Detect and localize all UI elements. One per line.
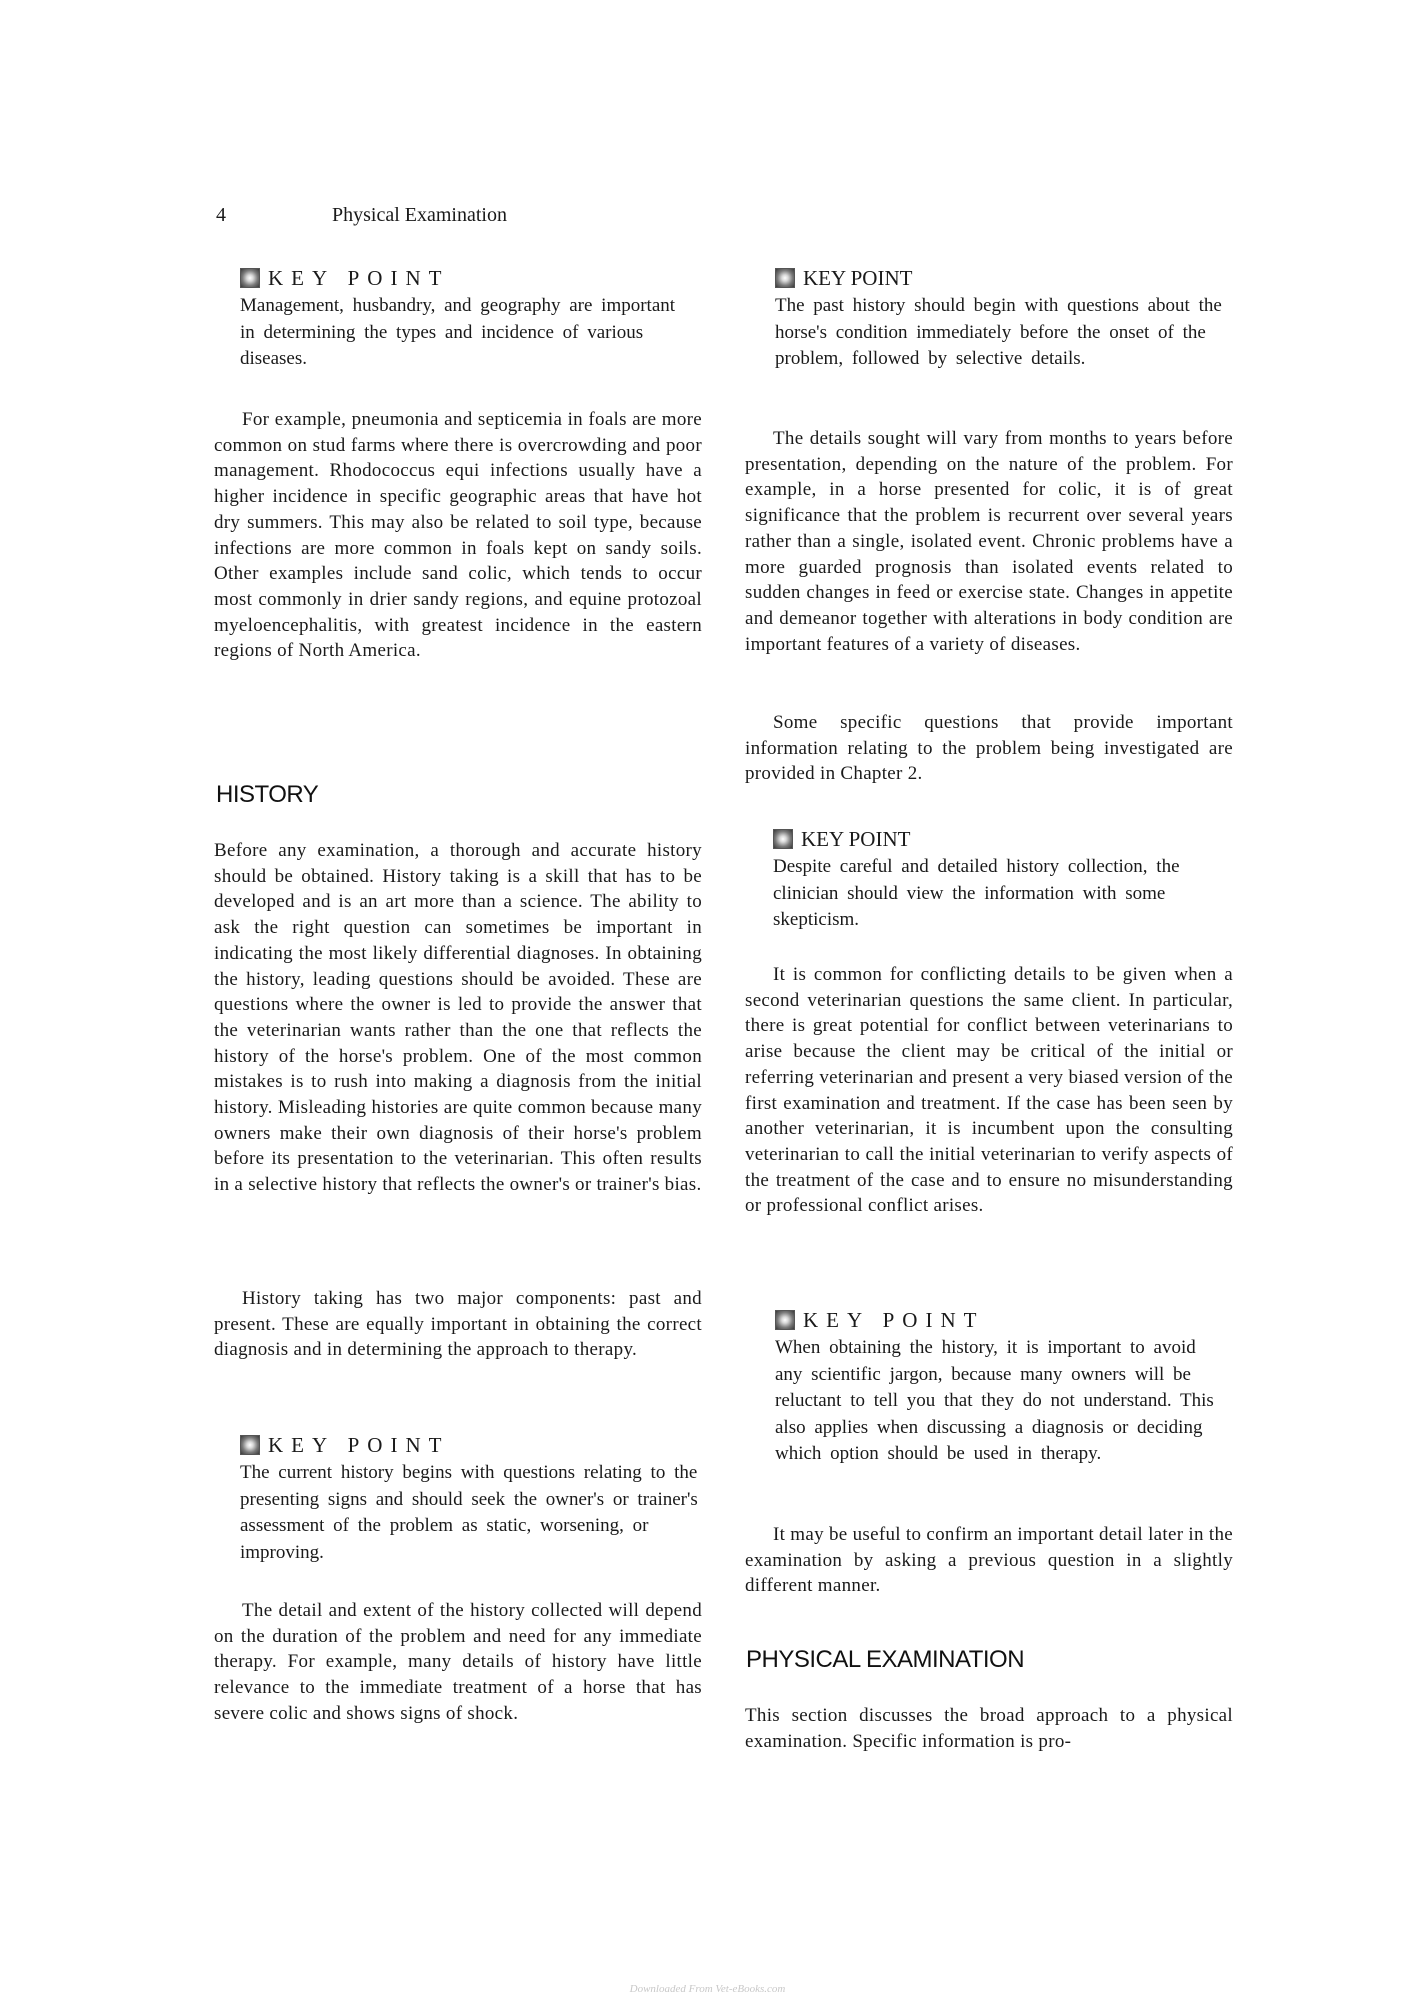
page-number: 4 (216, 204, 226, 226)
paragraph: Before any examination, a thorough and accurate history should be obtained. History taking is a skill that has to be developed and is an art more than a science. The ability to ask the right question can sometimes be important in indicating the most likely differential diagnoses. In obtaining the history, leading questions should be avoided. These are questions where the owner is led to provide the answer that the veterinarian wants rather than the one that reflects the history of the horse's problem. One of the most common mistakes is to rush into making a diagnosis from the initial history. Misleading histories are quite common because many owners make their own diagnosis of their horse's problem before its presentation to the veterinarian. This often results in a selective history that reflects the owner's or trainer's bias. (214, 840, 702, 1196)
paragraph: Some specific questions that provide important information relating to the problem being investigated are provided in Chapter 2. (745, 712, 1233, 785)
paragraph: This section discusses the broad approach to a physical examination. Specific information is pro- (745, 1705, 1233, 1752)
key-point-label: KEY POINT (803, 265, 913, 290)
key-point-text: Management, husbandry, and geography are important in determining the types and incidence of various diseases. (240, 295, 676, 369)
section-heading-history: HISTORY (216, 781, 319, 808)
key-point-text: Despite careful and detailed history collection, the clinician should view the information with some skepticism. (773, 856, 1180, 930)
paragraph: For example, pneumonia and septicemia in foals are more common on stud farms where there is overcrowding and poor management. Rhodococcus equi infections usually have a higher incidence in specific geographic areas that have hot dry summers. This may also be related to soil type, because infections are more common in foals kept on sandy soils. Other examples include sand colic, which tends to occur most commonly in drier sandy regions, and equine protozoal myeloencephalitis, with greatest incidence in the eastern regions of North America. (214, 409, 702, 662)
key-point-icon (240, 268, 260, 288)
key-point-box (773, 826, 1233, 934)
paragraph: The details sought will vary from months to years before presentation, depending on the nature of the problem. For example, in a horse presented for colic, it is of great significance that the problem is recurrent over several years rather than a single, isolated event. Chronic problems have a more guarded prognosis than isolated events related to sudden changes in feed or exercise state. Changes in appetite and demeanor together with alterations in body condition are important features of a variety of diseases. (745, 428, 1233, 655)
footer-watermark: Downloaded From Vet-eBooks.com (629, 1983, 786, 1995)
key-point-icon (775, 1310, 795, 1330)
key-point-box (240, 1432, 705, 1566)
key-point-text: The past history should begin with questions about the horse's condition immediately before the onset of the problem, followed by selective details. (775, 295, 1222, 369)
key-point-label: KEY POINT (801, 826, 911, 851)
paragraph: It is common for conflicting details to be given when a second veterinarian questions the same client. In particular, there is great potential for conflict between veterinarians to arise because the client may be critical of the initial or referring veterinarian and present a very biased version of the first examination and treatment. If the case has been seen by another veterinarian, it is incumbent upon the consulting veterinarian to call the initial veterinarian to verify aspects of the treatment of the case and to ensure no misunderstanding or professional conflict arises. (745, 964, 1233, 1217)
running-title: Physical Examination (332, 204, 507, 226)
key-point-box (775, 265, 1230, 373)
key-point-box (240, 265, 690, 373)
key-point-icon (773, 829, 793, 849)
paragraph: The detail and extent of the history collected will depend on the duration of the problem and need for any immediate therapy. For example, many details of history have little relevance to the immediate treatment of a horse that has severe colic and shows signs of shock. (214, 1600, 702, 1724)
key-point-icon (775, 268, 795, 288)
key-point-label: KEY POINT (803, 1307, 985, 1332)
key-point-label: KEY POINT (268, 265, 450, 290)
key-point-label: KEY POINT (268, 1432, 450, 1457)
key-point-text: When obtaining the history, it is important to avoid any scientific jargon, because many owners will be reluctant to tell you that they do not understand. This also applies when discussing a diagnosis or deciding which option should be used in therapy. (775, 1337, 1214, 1464)
section-heading-physical-examination: PHYSICAL EXAMINATION (746, 1646, 1025, 1673)
key-point-text: The current history begins with questions relating to the presenting signs and should seek the owner's or trainer's assessment of the problem as static, worsening, or improving. (240, 1462, 698, 1563)
paragraph: History taking has two major components: past and present. These are equally important in obtaining the correct diagnosis and in determining the approach to therapy. (214, 1288, 702, 1361)
key-point-box (775, 1307, 1225, 1468)
paragraph: It may be useful to confirm an important detail later in the examination by asking a previous question in a slightly different manner. (745, 1524, 1233, 1597)
key-point-icon (240, 1435, 260, 1455)
